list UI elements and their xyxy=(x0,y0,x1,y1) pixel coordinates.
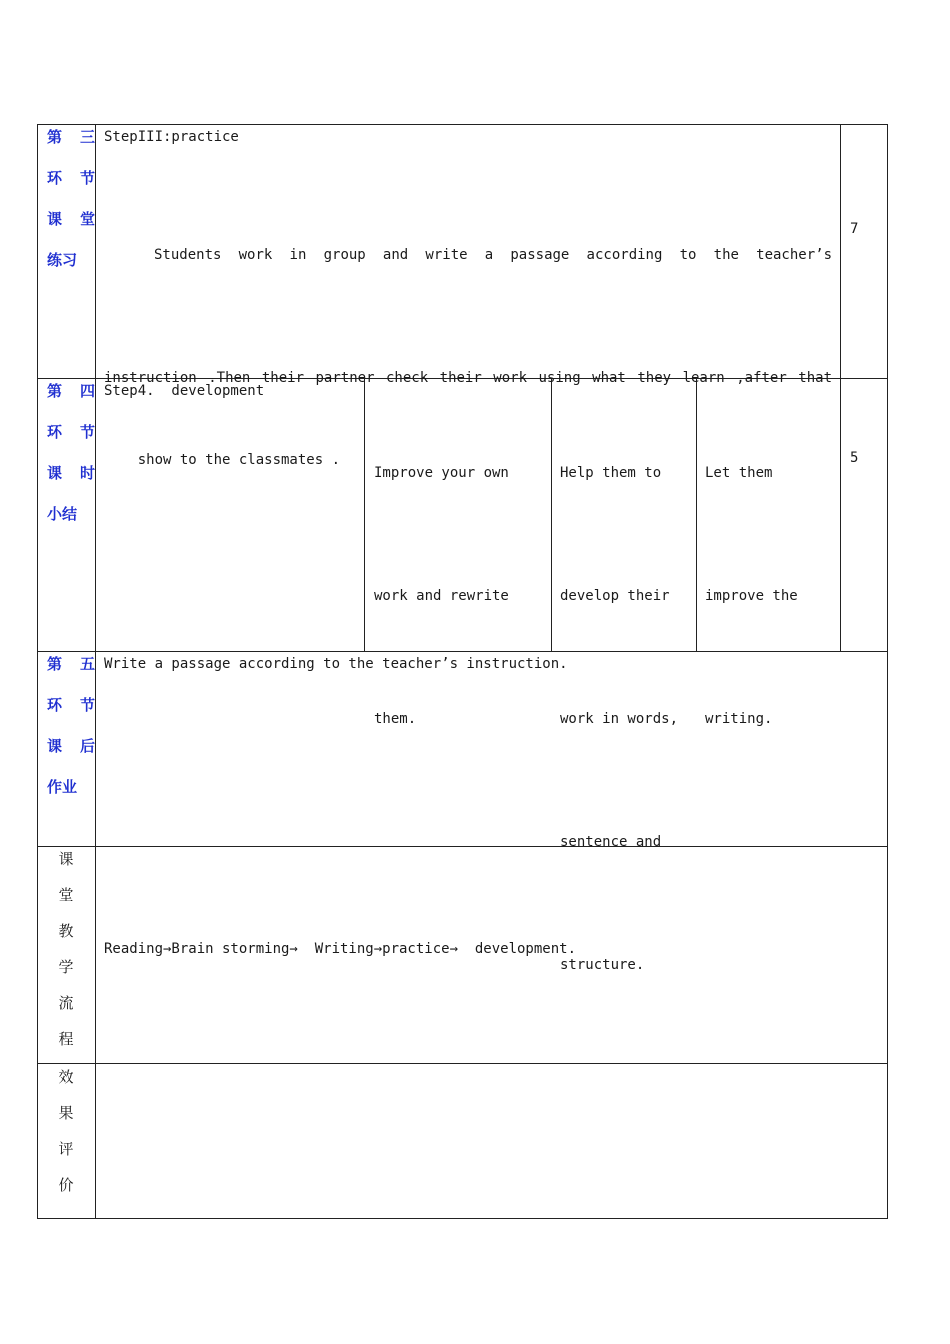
development-title: Step4. development xyxy=(104,383,265,399)
time-column-divider xyxy=(840,124,841,651)
design-purpose xyxy=(705,371,798,822)
time-value-4: 5 xyxy=(850,450,859,466)
label-char: 效 xyxy=(58,1068,74,1086)
practice-line-1: Students work in group and write a passage according to the teacher’s xyxy=(154,247,832,263)
time-value-3: 7 xyxy=(850,221,859,237)
label-line: 练习 xyxy=(47,251,78,269)
label-char: 教 xyxy=(58,922,74,940)
label-line: 第 三 xyxy=(47,128,95,146)
label-char: 评 xyxy=(58,1140,74,1158)
label-line: 环 节 xyxy=(47,696,95,714)
label-char: 果 xyxy=(58,1104,74,1122)
evaluation-label xyxy=(37,1059,95,1203)
label-char: 价 xyxy=(58,1176,74,1194)
label-char: 学 xyxy=(58,958,74,976)
label-line: 第 五 xyxy=(47,655,95,673)
label-line: 课 堂 xyxy=(47,210,95,228)
row-divider xyxy=(37,846,888,847)
label-line: 课 时 xyxy=(47,464,95,482)
purpose-line: Let them xyxy=(705,465,773,481)
row-divider xyxy=(37,1063,888,1064)
teacher-line: develop their xyxy=(560,588,670,604)
teacher-activity xyxy=(560,371,678,1068)
practice-title: StepIII:practice xyxy=(104,129,239,145)
purpose-line: writing. xyxy=(705,711,773,727)
student-line: Improve your own xyxy=(374,465,509,481)
student-line: them. xyxy=(374,711,417,727)
student-activity xyxy=(374,371,509,822)
label-line: 作业 xyxy=(47,778,78,796)
label-line: 环 节 xyxy=(47,423,95,441)
practice-line-2: instruction .Then their partner check their work using what they learn ,after that xyxy=(104,370,832,386)
teaching-process: Reading→Brain storming→ Writing→practice→ development. xyxy=(104,941,577,957)
teacher-line: structure. xyxy=(560,957,645,973)
label-line: 小结 xyxy=(47,505,78,523)
table-border-right xyxy=(887,124,888,1219)
label-char: 流 xyxy=(58,994,74,1012)
label-char: 堂 xyxy=(58,886,74,904)
practice-line-3: show to the classmates . xyxy=(137,452,341,468)
purpose-line: improve the xyxy=(705,588,798,604)
teacher-line: Help them to xyxy=(560,465,662,481)
label-line: 第 四 xyxy=(47,382,95,400)
label-line: 环 节 xyxy=(47,169,95,187)
label-column-divider xyxy=(95,124,96,1219)
label-char: 课 xyxy=(58,850,74,868)
section-label-5 xyxy=(47,644,95,808)
homework-text: Write a passage according to the teacher’s instruction. xyxy=(104,656,568,672)
section-label-3 xyxy=(47,117,95,281)
teacher-line: work in words, xyxy=(560,711,679,727)
label-char: 程 xyxy=(58,1030,74,1048)
teacher-line: sentence and xyxy=(560,834,662,850)
process-label xyxy=(37,841,95,1057)
student-line: work and rewrite xyxy=(374,588,509,604)
label-line: 课 后 xyxy=(47,737,95,755)
section-label-4 xyxy=(47,371,95,535)
table-border-bottom xyxy=(37,1218,888,1219)
